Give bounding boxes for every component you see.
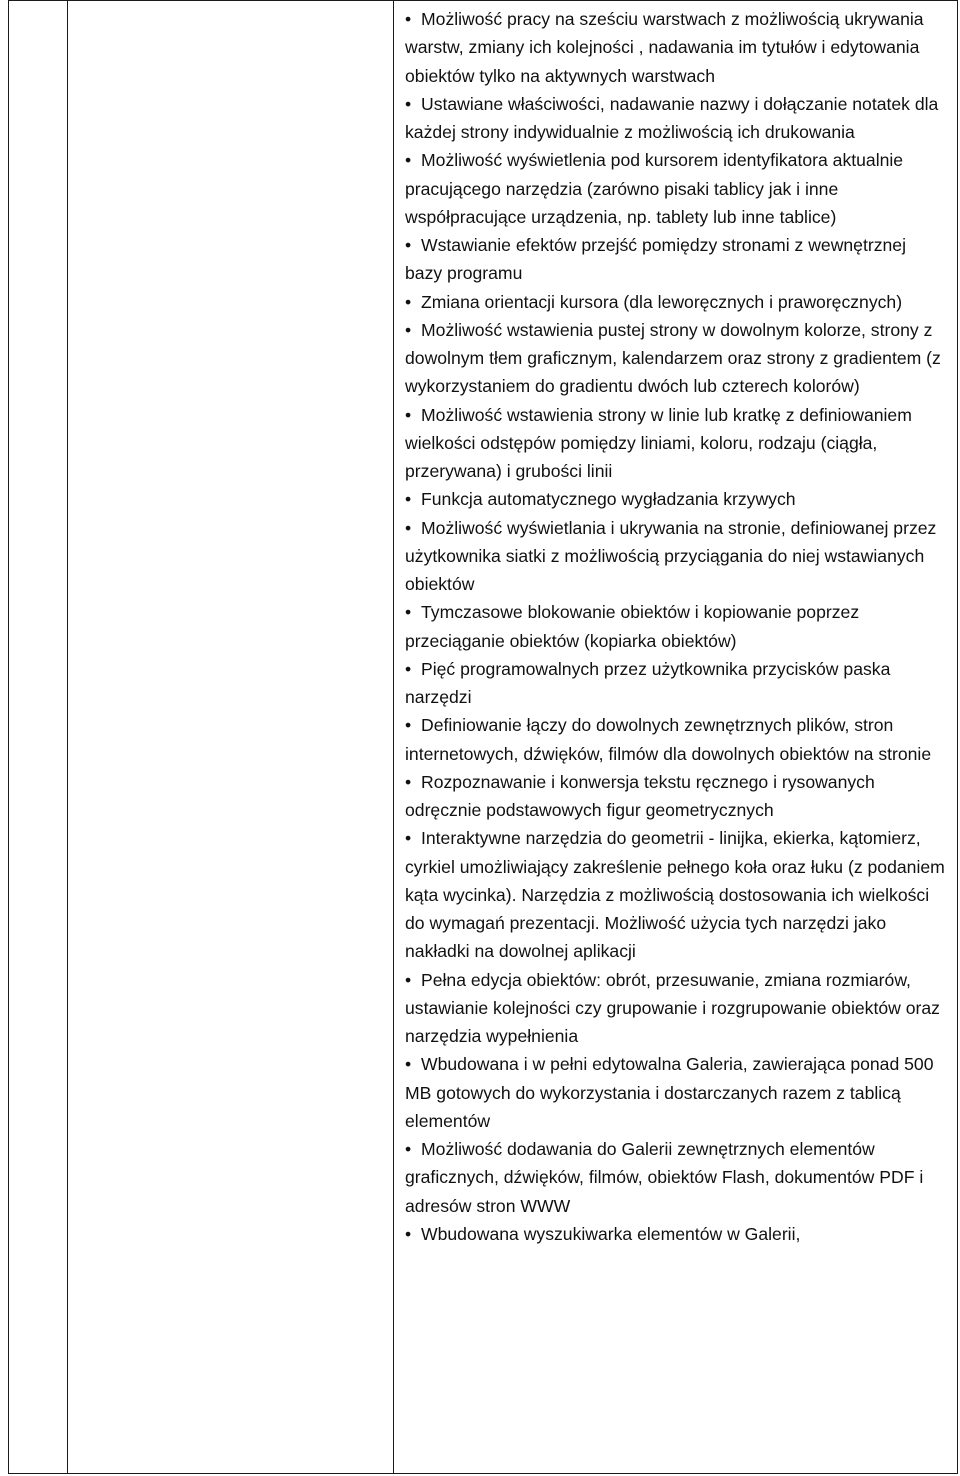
bullet-icon: •	[405, 1054, 412, 1075]
bullet-icon: •	[405, 602, 412, 623]
feature-text: Zmiana orientacji kursora (dla leworęcznych i praworęcznych)	[421, 291, 903, 312]
feature-text: Możliwość dodawania do Galerii zewnętrznych elementów graficznych, dźwięków, filmów, obiektów Flash, dokumentów PDF i adresów stron WWW	[405, 1139, 924, 1216]
feature-text: Pełna edycja obiektów: obrót, przesuwanie, zmiana rozmiarów, ustawianie kolejności czy grupowanie i rozgrupowanie obiektów oraz narzędzia wypełnienia	[405, 969, 940, 1046]
list-item	[405, 5, 947, 90]
feature-text: Wbudowana i w pełni edytowalna Galeria, zawierająca ponad 500 MB gotowych do wykorzystania i dostarczanych razem z tablicą elementów	[405, 1054, 934, 1131]
feature-text: Definiowanie łączy do dowolnych zewnętrznych plików, stron internetowych, dźwięków, filmów dla dowolnych obiektów na stronie	[405, 715, 932, 764]
feature-text: Możliwość pracy na sześciu warstwach z możliwością ukrywania warstw, zmiany ich kolejności , nadawania im tytułów i edytowania obiektów tylko na aktywnych warstwach	[405, 9, 924, 86]
feature-text: Funkcja automatycznego wygładzania krzywych	[421, 489, 796, 510]
list-item	[405, 768, 947, 825]
list-item	[405, 288, 947, 316]
feature-text: Możliwość wstawienia pustej strony w dowolnym kolorze, strony z dowolnym tłem graficznym, kalendarzem oraz strony z gradientem (z wykorzystaniem do gradientu dwóch lub czterech kolorów)	[405, 319, 941, 397]
bullet-icon: •	[405, 489, 412, 510]
bullet-icon: •	[405, 9, 412, 29]
bullet-icon: •	[405, 319, 412, 340]
bullet-icon: •	[405, 715, 412, 736]
list-item	[405, 1135, 947, 1220]
feature-text: Interaktywne narzędzia do geometrii - linijka, ekierka, kątomierz, cyrkiel umożliwiający zakreślenie pełnego koła oraz łuku (z podaniem kąta wycinka). Narzędzia z możliwością dostosowania ich wielkości do wymagań prezentacji. Możliwość użycia tych narzędzi jako nakładki na dowolnej aplikacji	[405, 828, 945, 962]
empty-cell-number	[9, 1, 68, 1474]
list-item	[405, 401, 947, 486]
bullet-icon: •	[405, 517, 412, 538]
bullet-icon: •	[405, 771, 412, 792]
spec-cell	[394, 1, 958, 1474]
list-item	[405, 514, 947, 599]
list-item	[405, 316, 947, 401]
feature-text: Możliwość wyświetlenia pod kursorem identyfikatora aktualnie pracującego narzędzia (zarówno pisaki tablicy jak i inne współpracujące urządzenia, np. tablety lub inne tablice)	[405, 150, 904, 227]
list-item	[405, 1220, 947, 1248]
feature-list	[405, 5, 947, 1248]
list-item	[405, 711, 947, 768]
list-item	[405, 485, 947, 513]
list-item	[405, 824, 947, 965]
table-row	[9, 1, 958, 1474]
list-item	[405, 90, 947, 147]
feature-text: Tymczasowe blokowanie obiektów i kopiowanie poprzez przeciąganie obiektów (kopiarka obiektów)	[405, 602, 860, 651]
bullet-icon: •	[405, 235, 412, 255]
list-item	[405, 966, 947, 1051]
bullet-icon: •	[405, 93, 412, 114]
feature-text: Możliwość wyświetlania i ukrywania na stronie, definiowanej przez użytkownika siatki z możliwością przyciągania do niej wstawianych obiektów	[405, 517, 937, 594]
feature-text: Możliwość wstawienia strony w linie lub kratkę z definiowaniem wielkości odstępów pomiędzy liniami, koloru, rodzaju (ciągła, przerywana) i grubości linii	[405, 404, 912, 481]
bullet-icon: •	[405, 658, 412, 679]
bullet-icon: •	[405, 1223, 412, 1244]
empty-cell-name	[68, 1, 394, 1474]
list-item	[405, 231, 947, 288]
list-item	[405, 655, 947, 712]
feature-text: Wbudowana wyszukiwarka elementów w Galerii,	[421, 1223, 801, 1244]
bullet-icon: •	[405, 1139, 412, 1159]
feature-text: Rozpoznawanie i konwersja tekstu ręcznego i rysowanych odręcznie podstawowych figur geometrycznych	[405, 771, 875, 820]
feature-text: Wstawianie efektów przejść pomiędzy stronami z wewnętrznej bazy programu	[405, 235, 906, 284]
list-item	[405, 598, 947, 655]
bullet-icon: •	[405, 291, 412, 312]
bullet-icon: •	[405, 828, 412, 849]
bullet-icon: •	[405, 150, 412, 171]
list-item	[405, 146, 947, 231]
bullet-icon: •	[405, 404, 412, 425]
feature-text: Ustawiane właściwości, nadawanie nazwy i dołączanie notatek dla każdej strony indywidualnie z możliwością ich drukowania	[405, 93, 939, 142]
bullet-icon: •	[405, 969, 412, 990]
list-item	[405, 1050, 947, 1135]
feature-text: Pięć programowalnych przez użytkownika przycisków paska narzędzi	[405, 658, 891, 707]
spec-table	[8, 0, 958, 1474]
